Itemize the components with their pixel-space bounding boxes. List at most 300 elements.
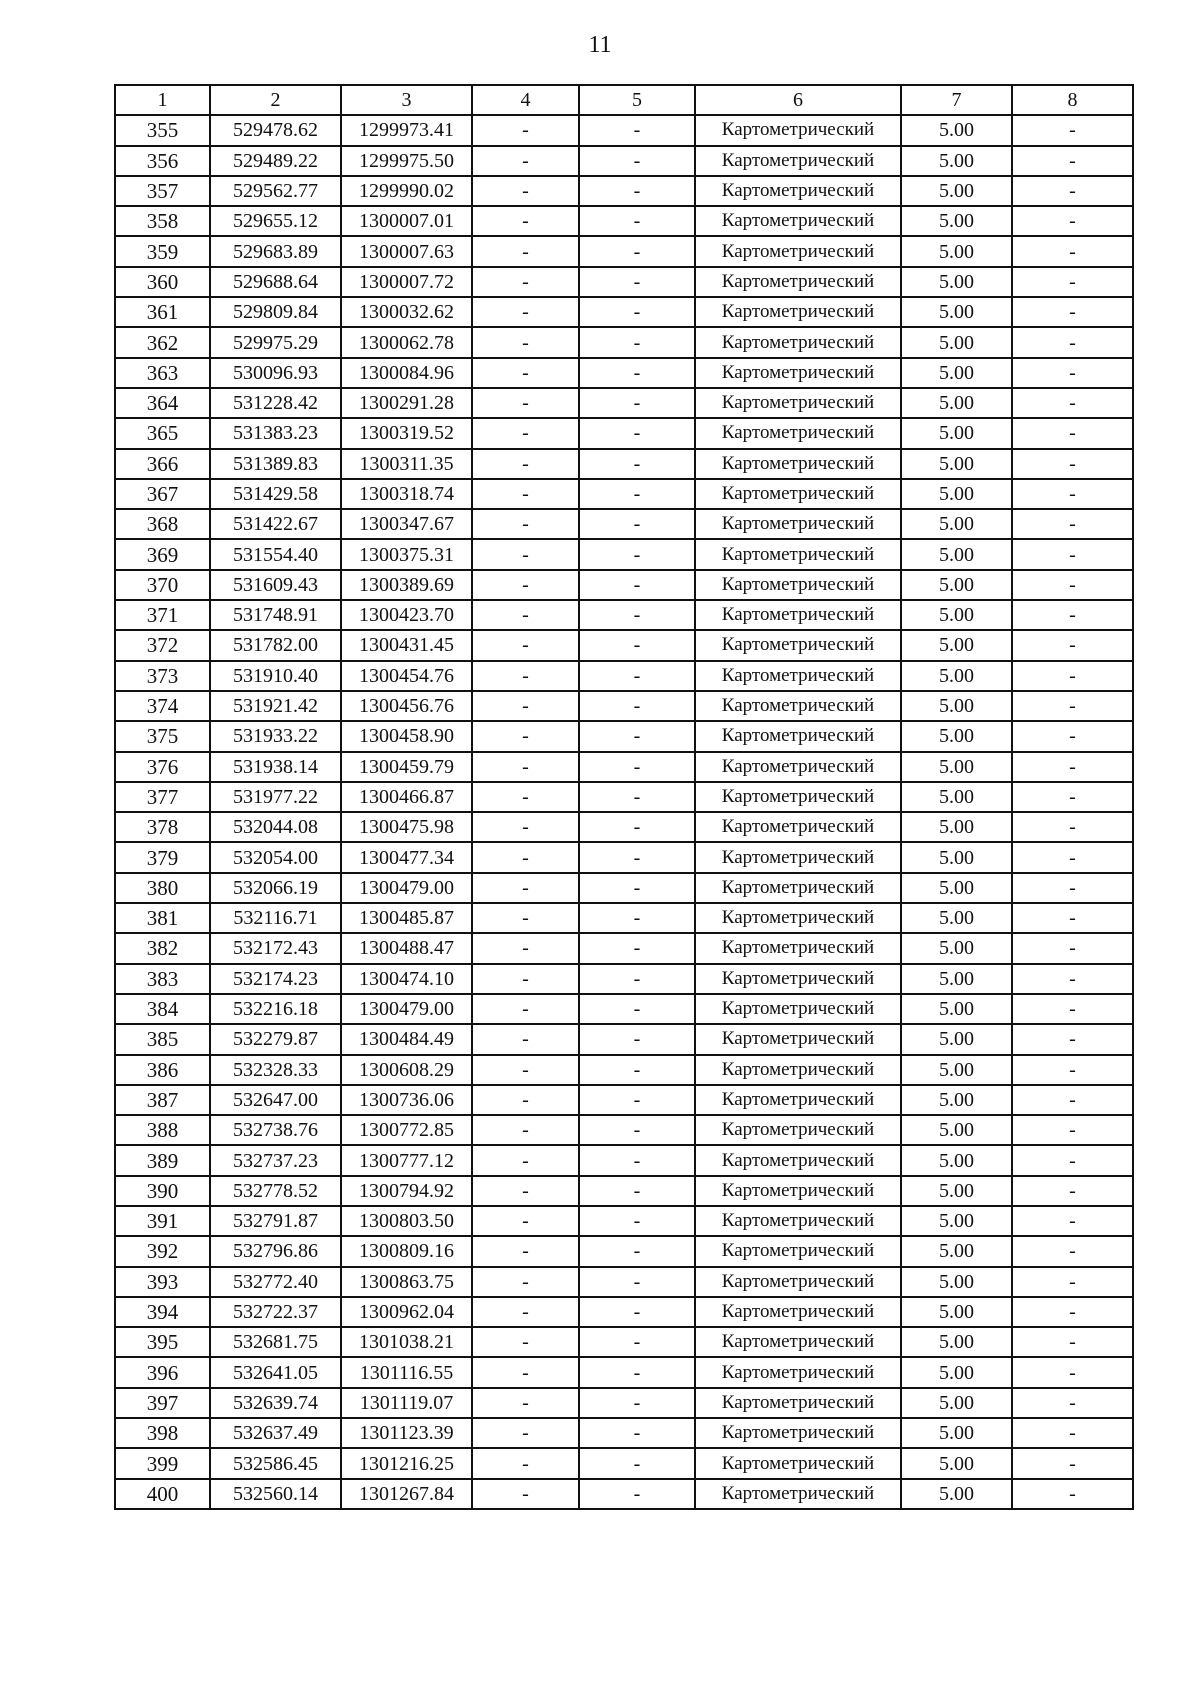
point-number-cell: 390	[115, 1176, 210, 1206]
column-5-cell: -	[579, 600, 695, 630]
column-8-cell: -	[1012, 418, 1133, 448]
point-number-cell: 386	[115, 1055, 210, 1085]
y-coordinate-cell: 1301123.39	[341, 1418, 472, 1448]
column-header: 8	[1012, 85, 1133, 115]
method-cell: Картометрический	[695, 964, 901, 994]
y-coordinate-cell: 1300311.35	[341, 449, 472, 479]
point-number-cell: 366	[115, 449, 210, 479]
y-coordinate-cell: 1300318.74	[341, 479, 472, 509]
column-5-cell: -	[579, 1267, 695, 1297]
column-4-cell: -	[472, 752, 579, 782]
column-8-cell: -	[1012, 1176, 1133, 1206]
method-cell: Картометрический	[695, 267, 901, 297]
column-4-cell: -	[472, 449, 579, 479]
y-coordinate-cell: 1300007.01	[341, 206, 472, 236]
point-number-cell: 359	[115, 236, 210, 266]
accuracy-cell: 5.00	[901, 479, 1012, 509]
y-coordinate-cell: 1300454.76	[341, 661, 472, 691]
y-coordinate-cell: 1300291.28	[341, 388, 472, 418]
method-cell: Картометрический	[695, 1085, 901, 1115]
point-number-cell: 375	[115, 721, 210, 751]
column-8-cell: -	[1012, 388, 1133, 418]
y-coordinate-cell: 1301116.55	[341, 1357, 472, 1387]
coordinates-table	[114, 84, 1134, 1510]
method-cell: Картометрический	[695, 842, 901, 872]
point-number-cell: 371	[115, 600, 210, 630]
column-8-cell: -	[1012, 1327, 1133, 1357]
table-row	[115, 1357, 1133, 1387]
table-row	[115, 752, 1133, 782]
column-4-cell: -	[472, 1236, 579, 1266]
column-8-cell: -	[1012, 267, 1133, 297]
column-8-cell: -	[1012, 146, 1133, 176]
x-coordinate-cell: 531977.22	[210, 782, 341, 812]
y-coordinate-cell: 1300007.63	[341, 236, 472, 266]
table-row	[115, 1236, 1133, 1266]
column-8-cell: -	[1012, 600, 1133, 630]
table-row	[115, 1388, 1133, 1418]
method-cell: Картометрический	[695, 1479, 901, 1509]
point-number-cell: 382	[115, 933, 210, 963]
column-5-cell: -	[579, 176, 695, 206]
table-row	[115, 1267, 1133, 1297]
point-number-cell: 396	[115, 1357, 210, 1387]
x-coordinate-cell: 532796.86	[210, 1236, 341, 1266]
table-row	[115, 1055, 1133, 1085]
accuracy-cell: 5.00	[901, 509, 1012, 539]
column-4-cell: -	[472, 842, 579, 872]
point-number-cell: 389	[115, 1145, 210, 1175]
x-coordinate-cell: 529562.77	[210, 176, 341, 206]
table-row	[115, 1297, 1133, 1327]
x-coordinate-cell: 532778.52	[210, 1176, 341, 1206]
table-row	[115, 1085, 1133, 1115]
column-5-cell: -	[579, 691, 695, 721]
accuracy-cell: 5.00	[901, 236, 1012, 266]
method-cell: Картометрический	[695, 206, 901, 236]
accuracy-cell: 5.00	[901, 418, 1012, 448]
accuracy-cell: 5.00	[901, 1357, 1012, 1387]
y-coordinate-cell: 1300319.52	[341, 418, 472, 448]
accuracy-cell: 5.00	[901, 994, 1012, 1024]
column-header: 2	[210, 85, 341, 115]
point-number-cell: 383	[115, 964, 210, 994]
column-5-cell: -	[579, 964, 695, 994]
column-4-cell: -	[472, 1327, 579, 1357]
column-5-cell: -	[579, 903, 695, 933]
x-coordinate-cell: 532791.87	[210, 1206, 341, 1236]
column-header: 1	[115, 85, 210, 115]
column-8-cell: -	[1012, 933, 1133, 963]
table-row	[115, 721, 1133, 751]
accuracy-cell: 5.00	[901, 1418, 1012, 1448]
column-8-cell: -	[1012, 964, 1133, 994]
accuracy-cell: 5.00	[901, 358, 1012, 388]
y-coordinate-cell: 1300458.90	[341, 721, 472, 751]
x-coordinate-cell: 532560.14	[210, 1479, 341, 1509]
page-number: 11	[588, 32, 612, 58]
accuracy-cell: 5.00	[901, 721, 1012, 751]
y-coordinate-cell: 1300479.00	[341, 994, 472, 1024]
column-4-cell: -	[472, 418, 579, 448]
column-8-cell: -	[1012, 297, 1133, 327]
point-number-cell: 379	[115, 842, 210, 872]
column-4-cell: -	[472, 358, 579, 388]
method-cell: Картометрический	[695, 1267, 901, 1297]
column-8-cell: -	[1012, 1206, 1133, 1236]
accuracy-cell: 5.00	[901, 176, 1012, 206]
accuracy-cell: 5.00	[901, 388, 1012, 418]
column-5-cell: -	[579, 630, 695, 660]
header-row	[115, 85, 1133, 115]
method-cell: Картометрический	[695, 721, 901, 751]
table-row	[115, 267, 1133, 297]
column-8-cell: -	[1012, 1357, 1133, 1387]
accuracy-cell: 5.00	[901, 752, 1012, 782]
column-5-cell: -	[579, 267, 695, 297]
point-number-cell: 399	[115, 1448, 210, 1478]
method-cell: Картометрический	[695, 146, 901, 176]
x-coordinate-cell: 532722.37	[210, 1297, 341, 1327]
x-coordinate-cell: 532116.71	[210, 903, 341, 933]
x-coordinate-cell: 532737.23	[210, 1145, 341, 1175]
column-5-cell: -	[579, 1236, 695, 1266]
x-coordinate-cell: 532066.19	[210, 873, 341, 903]
column-4-cell: -	[472, 661, 579, 691]
method-cell: Картометрический	[695, 782, 901, 812]
column-5-cell: -	[579, 206, 695, 236]
y-coordinate-cell: 1300007.72	[341, 267, 472, 297]
column-8-cell: -	[1012, 1267, 1133, 1297]
column-5-cell: -	[579, 1479, 695, 1509]
column-4-cell: -	[472, 1448, 579, 1478]
accuracy-cell: 5.00	[901, 1176, 1012, 1206]
point-number-cell: 373	[115, 661, 210, 691]
method-cell: Картометрический	[695, 388, 901, 418]
point-number-cell: 372	[115, 630, 210, 660]
y-coordinate-cell: 1300608.29	[341, 1055, 472, 1085]
table-row	[115, 297, 1133, 327]
column-4-cell: -	[472, 1176, 579, 1206]
column-8-cell: -	[1012, 782, 1133, 812]
point-number-cell: 370	[115, 570, 210, 600]
point-number-cell: 397	[115, 1388, 210, 1418]
column-5-cell: -	[579, 1176, 695, 1206]
table-row	[115, 1145, 1133, 1175]
x-coordinate-cell: 529655.12	[210, 206, 341, 236]
point-number-cell: 374	[115, 691, 210, 721]
x-coordinate-cell: 529809.84	[210, 297, 341, 327]
x-coordinate-cell: 531910.40	[210, 661, 341, 691]
column-4-cell: -	[472, 388, 579, 418]
x-coordinate-cell: 531782.00	[210, 630, 341, 660]
point-number-cell: 384	[115, 994, 210, 1024]
accuracy-cell: 5.00	[901, 1085, 1012, 1115]
column-4-cell: -	[472, 1357, 579, 1387]
column-8-cell: -	[1012, 449, 1133, 479]
accuracy-cell: 5.00	[901, 1206, 1012, 1236]
x-coordinate-cell: 532216.18	[210, 994, 341, 1024]
table-row	[115, 600, 1133, 630]
x-coordinate-cell: 529688.64	[210, 267, 341, 297]
accuracy-cell: 5.00	[901, 1448, 1012, 1478]
column-4-cell: -	[472, 721, 579, 751]
column-5-cell: -	[579, 1145, 695, 1175]
column-8-cell: -	[1012, 1418, 1133, 1448]
point-number-cell: 356	[115, 146, 210, 176]
accuracy-cell: 5.00	[901, 1115, 1012, 1145]
y-coordinate-cell: 1300375.31	[341, 539, 472, 569]
accuracy-cell: 5.00	[901, 964, 1012, 994]
method-cell: Картометрический	[695, 479, 901, 509]
method-cell: Картометрический	[695, 1327, 901, 1357]
point-number-cell: 377	[115, 782, 210, 812]
y-coordinate-cell: 1300431.45	[341, 630, 472, 660]
table-row	[115, 630, 1133, 660]
table-row	[115, 570, 1133, 600]
point-number-cell: 361	[115, 297, 210, 327]
column-4-cell: -	[472, 176, 579, 206]
column-header: 6	[695, 85, 901, 115]
x-coordinate-cell: 532681.75	[210, 1327, 341, 1357]
accuracy-cell: 5.00	[901, 1236, 1012, 1266]
column-5-cell: -	[579, 509, 695, 539]
x-coordinate-cell: 531609.43	[210, 570, 341, 600]
column-8-cell: -	[1012, 539, 1133, 569]
column-5-cell: -	[579, 721, 695, 751]
column-header: 7	[901, 85, 1012, 115]
y-coordinate-cell: 1300736.06	[341, 1085, 472, 1115]
column-4-cell: -	[472, 1297, 579, 1327]
point-number-cell: 388	[115, 1115, 210, 1145]
point-number-cell: 400	[115, 1479, 210, 1509]
accuracy-cell: 5.00	[901, 327, 1012, 357]
method-cell: Картометрический	[695, 873, 901, 903]
table-row	[115, 1206, 1133, 1236]
method-cell: Картометрический	[695, 176, 901, 206]
column-8-cell: -	[1012, 994, 1133, 1024]
accuracy-cell: 5.00	[901, 267, 1012, 297]
x-coordinate-cell: 529478.62	[210, 115, 341, 145]
table-row	[115, 236, 1133, 266]
column-8-cell: -	[1012, 752, 1133, 782]
y-coordinate-cell: 1300423.70	[341, 600, 472, 630]
column-header: 5	[579, 85, 695, 115]
table-row	[115, 994, 1133, 1024]
column-8-cell: -	[1012, 176, 1133, 206]
column-4-cell: -	[472, 1267, 579, 1297]
column-4-cell: -	[472, 600, 579, 630]
y-coordinate-cell: 1301119.07	[341, 1388, 472, 1418]
column-4-cell: -	[472, 539, 579, 569]
table-row	[115, 1448, 1133, 1478]
column-8-cell: -	[1012, 721, 1133, 751]
table-row	[115, 115, 1133, 145]
column-5-cell: -	[579, 1357, 695, 1387]
y-coordinate-cell: 1300477.34	[341, 842, 472, 872]
column-5-cell: -	[579, 327, 695, 357]
column-8-cell: -	[1012, 1115, 1133, 1145]
method-cell: Картометрический	[695, 539, 901, 569]
column-8-cell: -	[1012, 1448, 1133, 1478]
point-number-cell: 355	[115, 115, 210, 145]
x-coordinate-cell: 532279.87	[210, 1024, 341, 1054]
y-coordinate-cell: 1300794.92	[341, 1176, 472, 1206]
y-coordinate-cell: 1300389.69	[341, 570, 472, 600]
y-coordinate-cell: 1300475.98	[341, 812, 472, 842]
column-8-cell: -	[1012, 1479, 1133, 1509]
column-8-cell: -	[1012, 661, 1133, 691]
method-cell: Картометрический	[695, 600, 901, 630]
column-5-cell: -	[579, 1327, 695, 1357]
x-coordinate-cell: 532641.05	[210, 1357, 341, 1387]
x-coordinate-cell: 531422.67	[210, 509, 341, 539]
y-coordinate-cell: 1300466.87	[341, 782, 472, 812]
y-coordinate-cell: 1300456.76	[341, 691, 472, 721]
accuracy-cell: 5.00	[901, 449, 1012, 479]
point-number-cell: 380	[115, 873, 210, 903]
column-8-cell: -	[1012, 1024, 1133, 1054]
method-cell: Картометрический	[695, 903, 901, 933]
column-4-cell: -	[472, 1206, 579, 1236]
method-cell: Картометрический	[695, 1236, 901, 1266]
x-coordinate-cell: 532054.00	[210, 842, 341, 872]
x-coordinate-cell: 531383.23	[210, 418, 341, 448]
accuracy-cell: 5.00	[901, 842, 1012, 872]
x-coordinate-cell: 531554.40	[210, 539, 341, 569]
column-8-cell: -	[1012, 358, 1133, 388]
point-number-cell: 376	[115, 752, 210, 782]
table-row	[115, 449, 1133, 479]
column-8-cell: -	[1012, 570, 1133, 600]
table-row	[115, 479, 1133, 509]
y-coordinate-cell: 1301038.21	[341, 1327, 472, 1357]
column-5-cell: -	[579, 297, 695, 327]
column-4-cell: -	[472, 267, 579, 297]
column-5-cell: -	[579, 933, 695, 963]
y-coordinate-cell: 1300347.67	[341, 509, 472, 539]
column-4-cell: -	[472, 964, 579, 994]
column-5-cell: -	[579, 782, 695, 812]
accuracy-cell: 5.00	[901, 297, 1012, 327]
column-5-cell: -	[579, 1085, 695, 1115]
column-4-cell: -	[472, 1479, 579, 1509]
accuracy-cell: 5.00	[901, 570, 1012, 600]
accuracy-cell: 5.00	[901, 600, 1012, 630]
column-4-cell: -	[472, 146, 579, 176]
table-row	[115, 176, 1133, 206]
column-8-cell: -	[1012, 1388, 1133, 1418]
accuracy-cell: 5.00	[901, 206, 1012, 236]
method-cell: Картометрический	[695, 1115, 901, 1145]
column-4-cell: -	[472, 236, 579, 266]
point-number-cell: 365	[115, 418, 210, 448]
column-4-cell: -	[472, 933, 579, 963]
column-5-cell: -	[579, 358, 695, 388]
table-row	[115, 1176, 1133, 1206]
column-8-cell: -	[1012, 691, 1133, 721]
column-4-cell: -	[472, 1085, 579, 1115]
table-row	[115, 358, 1133, 388]
point-number-cell: 395	[115, 1327, 210, 1357]
column-8-cell: -	[1012, 479, 1133, 509]
column-5-cell: -	[579, 752, 695, 782]
point-number-cell: 391	[115, 1206, 210, 1236]
x-coordinate-cell: 530096.93	[210, 358, 341, 388]
point-number-cell: 367	[115, 479, 210, 509]
method-cell: Картометрический	[695, 509, 901, 539]
x-coordinate-cell: 531933.22	[210, 721, 341, 751]
y-coordinate-cell: 1300479.00	[341, 873, 472, 903]
x-coordinate-cell: 531748.91	[210, 600, 341, 630]
y-coordinate-cell: 1300485.87	[341, 903, 472, 933]
accuracy-cell: 5.00	[901, 933, 1012, 963]
accuracy-cell: 5.00	[901, 1055, 1012, 1085]
table-row	[115, 327, 1133, 357]
method-cell: Картометрический	[695, 661, 901, 691]
method-cell: Картометрический	[695, 752, 901, 782]
column-5-cell: -	[579, 661, 695, 691]
x-coordinate-cell: 529683.89	[210, 236, 341, 266]
column-4-cell: -	[472, 1418, 579, 1448]
column-8-cell: -	[1012, 1055, 1133, 1085]
point-number-cell: 394	[115, 1297, 210, 1327]
table-row	[115, 1115, 1133, 1145]
table-row	[115, 206, 1133, 236]
point-number-cell: 363	[115, 358, 210, 388]
column-8-cell: -	[1012, 1085, 1133, 1115]
method-cell: Картометрический	[695, 1176, 901, 1206]
method-cell: Картометрический	[695, 1145, 901, 1175]
accuracy-cell: 5.00	[901, 873, 1012, 903]
accuracy-cell: 5.00	[901, 146, 1012, 176]
column-5-cell: -	[579, 1418, 695, 1448]
accuracy-cell: 5.00	[901, 115, 1012, 145]
column-4-cell: -	[472, 1115, 579, 1145]
column-5-cell: -	[579, 570, 695, 600]
method-cell: Картометрический	[695, 1206, 901, 1236]
accuracy-cell: 5.00	[901, 1479, 1012, 1509]
y-coordinate-cell: 1300772.85	[341, 1115, 472, 1145]
column-4-cell: -	[472, 479, 579, 509]
table-row	[115, 1479, 1133, 1509]
y-coordinate-cell: 1299975.50	[341, 146, 472, 176]
accuracy-cell: 5.00	[901, 1145, 1012, 1175]
y-coordinate-cell: 1301216.25	[341, 1448, 472, 1478]
column-5-cell: -	[579, 1206, 695, 1236]
column-4-cell: -	[472, 903, 579, 933]
method-cell: Картометрический	[695, 994, 901, 1024]
y-coordinate-cell: 1300474.10	[341, 964, 472, 994]
column-5-cell: -	[579, 1297, 695, 1327]
column-8-cell: -	[1012, 873, 1133, 903]
table-row	[115, 539, 1133, 569]
column-4-cell: -	[472, 206, 579, 236]
accuracy-cell: 5.00	[901, 812, 1012, 842]
column-4-cell: -	[472, 782, 579, 812]
column-5-cell: -	[579, 479, 695, 509]
column-5-cell: -	[579, 994, 695, 1024]
x-coordinate-cell: 531938.14	[210, 752, 341, 782]
column-8-cell: -	[1012, 509, 1133, 539]
column-5-cell: -	[579, 146, 695, 176]
table-row	[115, 1024, 1133, 1054]
table-row	[115, 509, 1133, 539]
accuracy-cell: 5.00	[901, 661, 1012, 691]
point-number-cell: 358	[115, 206, 210, 236]
column-4-cell: -	[472, 1388, 579, 1418]
column-4-cell: -	[472, 1145, 579, 1175]
